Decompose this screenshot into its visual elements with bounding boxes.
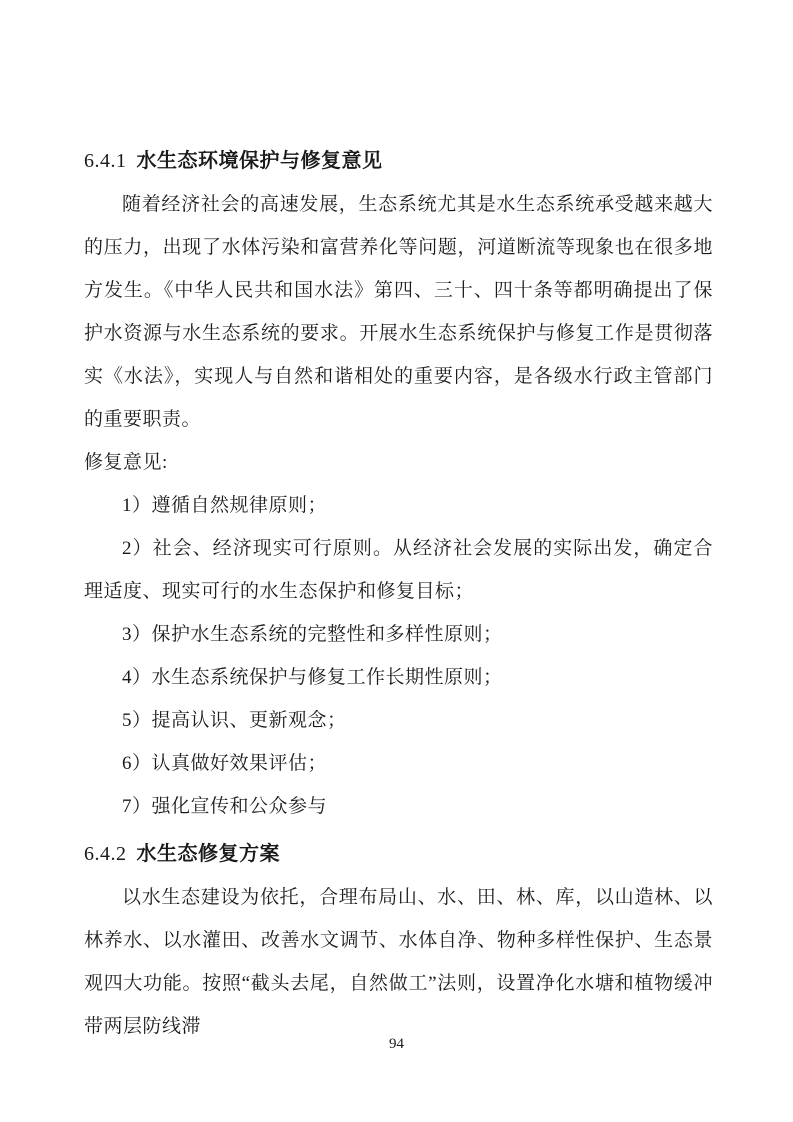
paragraph-intro: 随着经济社会的高速发展，生态系统尤其是水生态系统承受越来越大的压力，出现了水体污染和富营养化等问题，河道断流等现象也在很多地方发生。《中华人民共和国水法》第四、三十、四十条等都明确提出了保护水资源与水生态系统的要求。开展水生态系统保护与修复工作是贯彻落实《水法》，实现人与自然和谐相处的重要内容，是各级水行政主管部门的重要职责。 <box>84 194 713 430</box>
page-number: 94 <box>389 1036 404 1052</box>
list-item: 1）遵循自然规律原则； <box>122 495 328 516</box>
paragraph-plan: 以水生态建设为依托，合理布局山、水、田、林、库，以山造林、以林养水、以水灌田、改善水文调节、水体自净、物种多样性保护、生态景观四大功能。按照“截头去尾，自然做工”法则，设置净化水塘和植物缓冲带两层防线滞 <box>84 887 713 1037</box>
list-item: 7）强化宣传和公众参与 <box>122 796 328 817</box>
list-item: 3）保护水生态系统的完整性和多样性原则； <box>122 624 503 645</box>
list-item: 6）认真做好效果评估； <box>122 753 328 774</box>
list-item: 4）水生态系统保护与修复工作长期性原则； <box>122 667 503 688</box>
section-heading-641 <box>84 139 713 183</box>
section-number: 6.4.1 <box>84 150 127 172</box>
section-heading-642 <box>84 832 713 876</box>
section-title: 水生态环境保护与修复意见 <box>136 150 383 172</box>
list-item: 5）提高认识、更新观念； <box>122 710 347 731</box>
section-title: 水生态修复方案 <box>136 843 280 865</box>
list-label: 修复意见: <box>84 452 168 473</box>
list-item: 2）社会、经济现实可行原则。从经济社会发展的实际出发，确定合理适度、现实可行的水生态保护和修复目标； <box>84 538 713 602</box>
section-number: 6.4.2 <box>84 843 127 865</box>
page-content <box>84 139 713 1048</box>
